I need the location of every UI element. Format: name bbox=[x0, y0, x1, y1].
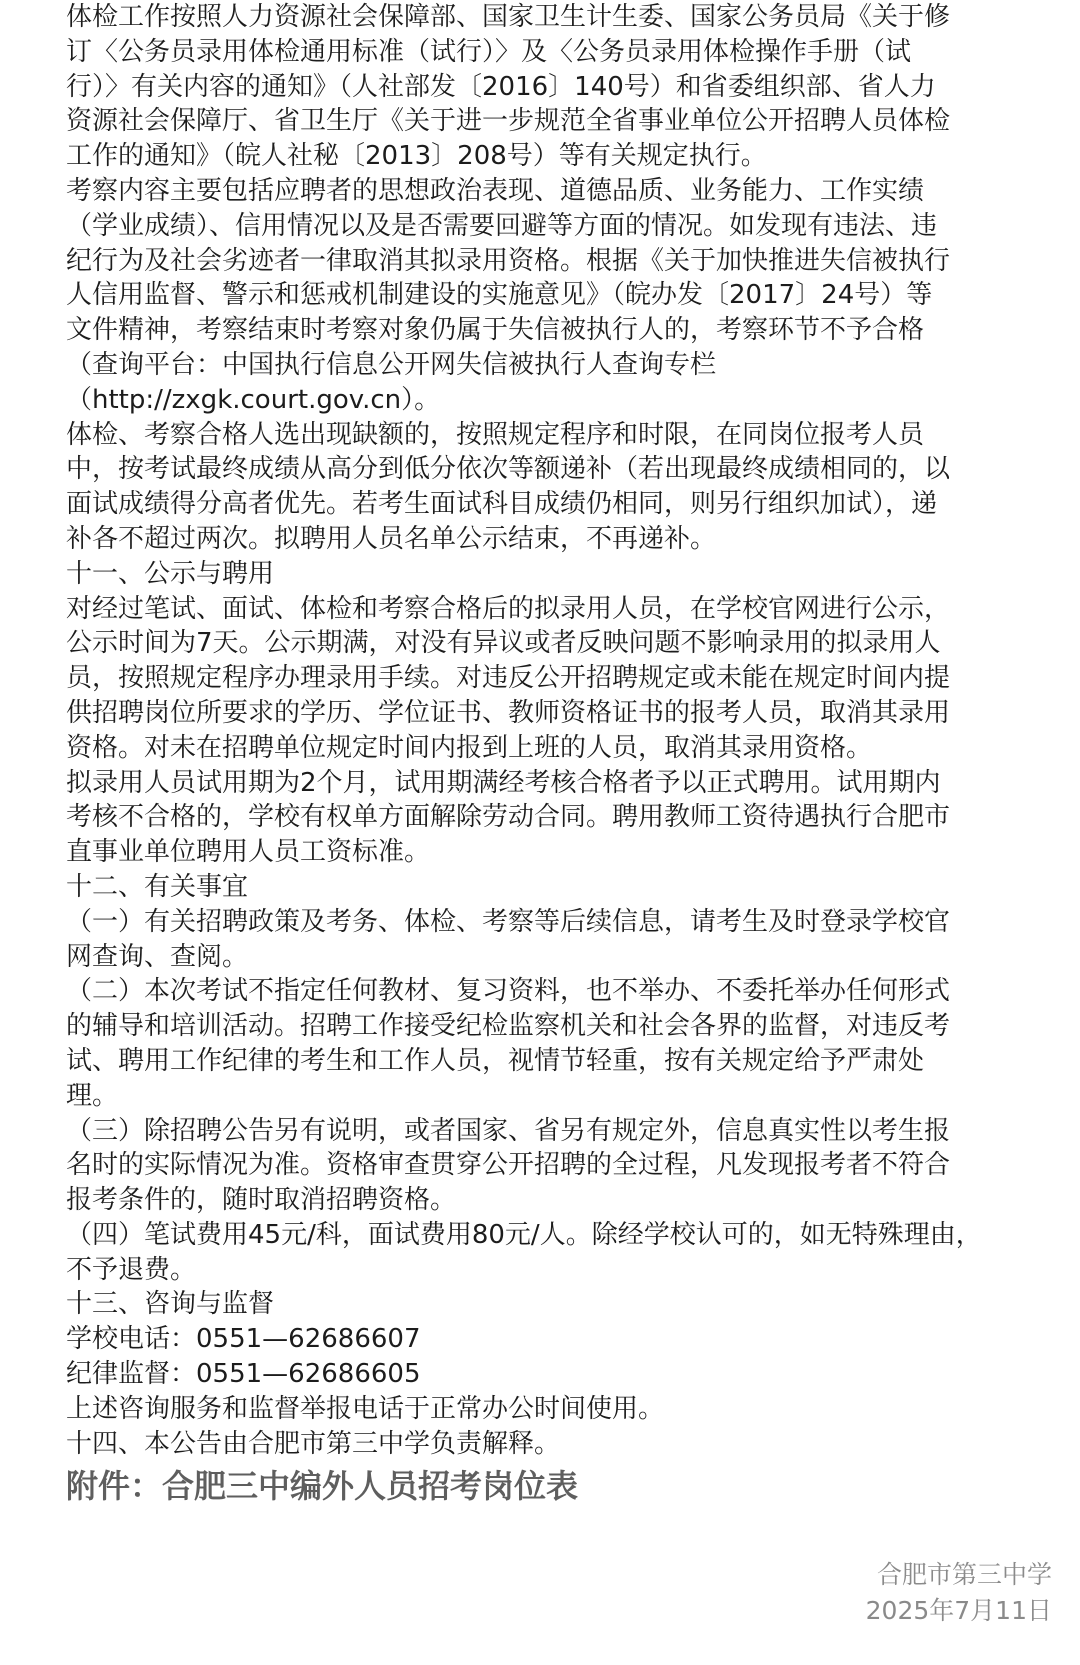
signature-date: 2025年7月11日 bbox=[865, 1596, 1052, 1625]
paragraph-line: 试、聘用工作纪律的考生和工作人员，视情节轻重，按有关规定给予严肃处 bbox=[66, 1045, 925, 1076]
section-heading-14: 十四、本公告由合肥市第三中学负责解释。 bbox=[66, 1428, 561, 1459]
signature-organization: 合肥市第三中学 bbox=[876, 1560, 1052, 1589]
paragraph-line: 行）〉有关内容的通知》（人社部发〔2016〕140号）和省委组织部、省人力 bbox=[66, 71, 936, 102]
query-url-line: （http://zxgk.court.gov.cn）。 bbox=[66, 384, 441, 415]
paragraph-line: 资源社会保障厅、省卫生厅《关于进一步规范全省事业单位公开招聘人员体检 bbox=[66, 106, 951, 137]
paragraph-line: 名时的实际情况为准。资格审查贯穿公开招聘的全过程，凡发现报考者不符合 bbox=[66, 1150, 951, 1181]
paragraph-line: （三）除招聘公告另有说明，或者国家、省另有规定外，信息真实性以考生报 bbox=[66, 1115, 951, 1146]
paragraph-line: 补各不超过两次。拟聘用人员名单公示结束，不再递补。 bbox=[66, 523, 717, 554]
paragraph-line: 员，按照规定程序办理录用手续。对违反公开招聘规定或未能在规定时间内提 bbox=[66, 663, 951, 694]
paragraph-line: 体检工作按照人力资源社会保障部、国家卫生计生委、国家公务员局《关于修 bbox=[66, 2, 951, 32]
paragraph-line: 网查询、查阅。 bbox=[66, 941, 249, 972]
paragraph-line: （一）有关招聘政策及考务、体检、考察等后续信息，请考生及时登录学校官 bbox=[66, 906, 951, 937]
paragraph-line: 考察内容主要包括应聘者的思想政治表现、道德品质、业务能力、工作实绩 bbox=[66, 175, 925, 206]
paragraph-line: 中，按考试最终成绩从高分到低分依次等额递补（若出现最终成绩相同的，以 bbox=[66, 454, 951, 485]
paragraph-line: 的辅导和培训活动。招聘工作接受纪检监察机关和社会各界的监督，对违反考 bbox=[66, 1011, 951, 1042]
paragraph-line: 上述咨询服务和监督举报电话于正常办公时间使用。 bbox=[66, 1393, 665, 1424]
paragraph-line: 工作的通知》（皖人社秘〔2013〕208号）等有关规定执行。 bbox=[66, 141, 767, 172]
section-heading-13: 十三、咨询与监督 bbox=[66, 1289, 275, 1320]
paragraph-line: （二）本次考试不指定任何教材、复习资料，也不举办、不委托举办任何形式 bbox=[66, 976, 951, 1007]
section-heading-12: 十二、有关事宜 bbox=[66, 871, 249, 902]
paragraph-line: 供招聘岗位所要求的学历、学位证书、教师资格证书的报考人员，取消其录用 bbox=[66, 697, 951, 728]
paragraph-line: 公示时间为7天。公示期满，对没有异议或者反映问题不影响录用的拟录用人 bbox=[66, 628, 941, 659]
paragraph-line: 资格。对未在招聘单位规定时间内报到上班的人员，取消其录用资格。 bbox=[66, 732, 873, 763]
announcement-body bbox=[66, 0, 1046, 1509]
paragraph-line: 考核不合格的，学校有权单方面解除劳动合同。聘用教师工资待遇执行合肥市 bbox=[66, 802, 951, 833]
paragraph-line: 人信用监督、警示和惩戒机制建设的实施意见》（皖办发〔2017〕24号）等 bbox=[66, 280, 933, 311]
paragraph-line: 面试成绩得分高者优先。若考生面试科目成绩仍相同，则另行组织加试），递 bbox=[66, 489, 938, 520]
section-heading-11: 十一、公示与聘用 bbox=[66, 558, 275, 589]
paragraph-line: 报考条件的，随时取消招聘资格。 bbox=[66, 1185, 457, 1216]
paragraph-line: 不予退费。 bbox=[66, 1254, 197, 1285]
paragraph-line: 理。 bbox=[66, 1080, 119, 1111]
paragraph-line: 体检、考察合格人选出现缺额的，按照规定程序和时限，在同岗位报考人员 bbox=[66, 419, 925, 450]
signature-block bbox=[866, 1557, 1052, 1629]
attachment-link[interactable]: 附件：合肥三中编外人员招考岗位表 bbox=[66, 1467, 579, 1506]
paragraph-line: （查询平台：中国执行信息公开网失信被执行人查询专栏 bbox=[66, 349, 717, 380]
paragraph-line: 文件精神，考察结束时考察对象仍属于失信被执行人的，考察环节不予合格 bbox=[66, 315, 925, 346]
paragraph-line: 直事业单位聘用人员工资标准。 bbox=[66, 837, 431, 868]
paragraph-line: 纪行为及社会劣迹者一律取消其拟录用资格。根据《关于加快推进失信被执行 bbox=[66, 245, 951, 276]
paragraph-line: （学业成绩）、信用情况以及是否需要回避等方面的情况。如发现有违法、违 bbox=[66, 210, 938, 241]
paragraph-line: （四）笔试费用45元/科，面试费用80元/人。除经学校认可的，如无特殊理由， bbox=[66, 1219, 982, 1250]
school-phone: 学校电话：0551—62686607 bbox=[66, 1324, 421, 1355]
paragraph-line: 拟录用人员试用期为2个月，试用期满经考核合格者予以正式聘用。试用期内 bbox=[66, 767, 941, 798]
paragraph-line: 订〈公务员录用体检通用标准（试行）〉及〈公务员录用体检操作手册（试 bbox=[66, 36, 912, 67]
paragraph-line: 对经过笔试、面试、体检和考察合格后的拟录用人员，在学校官网进行公示， bbox=[66, 593, 951, 624]
discipline-phone: 纪律监督：0551—62686605 bbox=[66, 1359, 421, 1390]
